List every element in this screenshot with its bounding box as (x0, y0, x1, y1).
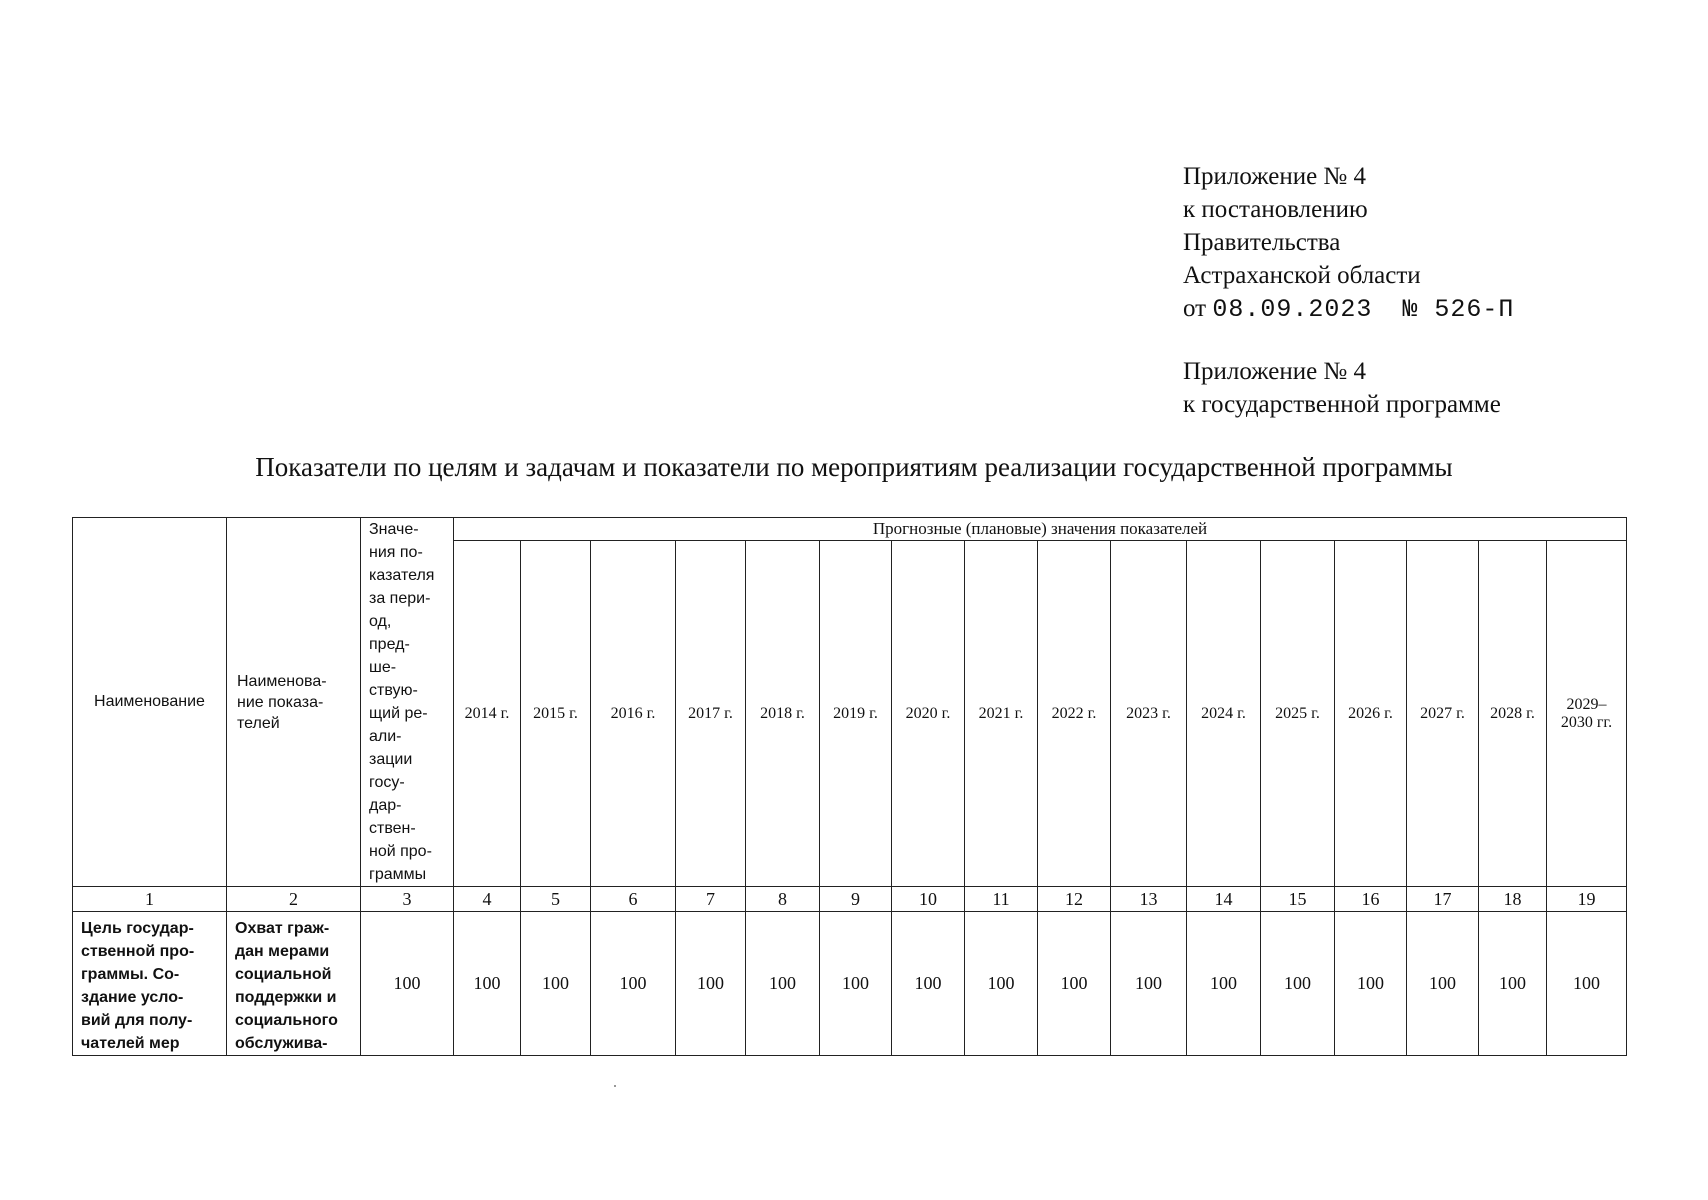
row-value: 100 (1335, 912, 1407, 1056)
header-indicator-line: телей (237, 714, 280, 732)
row-value: 100 (1547, 912, 1627, 1056)
row-value: 100 (1261, 912, 1335, 1056)
column-number: 15 (1261, 887, 1335, 912)
table-row (73, 912, 1627, 1056)
resolution-number: № 526-П (1402, 295, 1515, 324)
row-value: 100 (361, 912, 454, 1056)
header-prev-line: казателя (369, 567, 435, 584)
header-prev-line: пред- (369, 636, 410, 653)
attachment-line: к постановлению (1183, 196, 1368, 223)
header-year-last (1547, 541, 1627, 887)
row-name-line: здание усло- (81, 989, 184, 1006)
header-year: 2026 г. (1335, 541, 1407, 887)
column-number: 8 (746, 887, 820, 912)
row-value: 100 (1038, 912, 1111, 1056)
header-year: 2022 г. (1038, 541, 1111, 887)
column-number: 10 (892, 887, 965, 912)
attachment-line: Правительства (1183, 229, 1341, 256)
header-prev-line: госу- (369, 774, 405, 791)
resolution-date-line (1183, 292, 1514, 326)
row-value: 100 (746, 912, 820, 1056)
column-number: 4 (454, 887, 521, 912)
header-prev-line: али- (369, 728, 402, 745)
header-prev-line: ствую- (369, 682, 418, 699)
row-indicator-line: Охват граж- (235, 920, 330, 937)
column-number: 16 (1335, 887, 1407, 912)
attachment-line: к государственной программе (1183, 391, 1501, 418)
row-name-line: Цель государ- (81, 920, 194, 937)
header-indicator (227, 518, 361, 887)
header-forecast-band: Прогнозные (плановые) значения показателей (454, 518, 1627, 541)
header-prev-line: ния по- (369, 544, 423, 561)
row-value: 100 (1479, 912, 1547, 1056)
row-value: 100 (965, 912, 1038, 1056)
row-name (73, 912, 227, 1056)
row-indicator-line: социальной (235, 966, 332, 983)
column-number: 1 (73, 887, 227, 912)
header-prev-line: за пери- (369, 590, 431, 607)
scan-speck (614, 1085, 616, 1087)
column-number: 3 (361, 887, 454, 912)
header-name: Наименование (73, 518, 227, 887)
header-year: 2014 г. (454, 541, 521, 887)
header-year: 2023 г. (1111, 541, 1187, 887)
header-indicator-line: ние показа- (237, 693, 324, 711)
column-number-row (73, 887, 1627, 912)
resolution-date: 08.09.2023 (1212, 295, 1373, 324)
header-year: 2015 г. (521, 541, 591, 887)
attachment-line: Астраханской области (1183, 262, 1421, 289)
row-indicator-line: обслужива- (235, 1035, 328, 1052)
header-prev-line: ной про- (369, 843, 432, 860)
column-number: 2 (227, 887, 361, 912)
document-title: Показатели по целям и задачам и показатели по мероприятиям реализации государственной программы (255, 452, 1453, 482)
attachment-line: Приложение № 4 (1183, 163, 1367, 190)
column-number: 11 (965, 887, 1038, 912)
column-number: 18 (1479, 887, 1547, 912)
header-indicator-line: Наименова- (237, 672, 327, 690)
column-number: 12 (1038, 887, 1111, 912)
column-number: 9 (820, 887, 892, 912)
header-prev-line: граммы (369, 866, 427, 883)
header-prev-line: зации (369, 751, 413, 768)
row-name-line: вий для полу- (81, 1012, 193, 1029)
header-year: 2024 г. (1187, 541, 1261, 887)
row-value: 100 (676, 912, 746, 1056)
row-value: 100 (820, 912, 892, 1056)
column-number: 13 (1111, 887, 1187, 912)
column-number: 14 (1187, 887, 1261, 912)
row-value: 100 (1407, 912, 1479, 1056)
column-number: 7 (676, 887, 746, 912)
column-number: 19 (1547, 887, 1627, 912)
header-year: 2018 г. (746, 541, 820, 887)
attachment-block-program (1183, 355, 1501, 421)
indicators-table (72, 517, 1627, 1056)
row-value: 100 (1187, 912, 1261, 1056)
header-year: 2017 г. (676, 541, 746, 887)
row-name-line: граммы. Со- (81, 966, 180, 983)
column-number: 6 (591, 887, 676, 912)
header-year-last-line: 2030 гг. (1560, 713, 1613, 731)
row-indicator-line: социального (235, 1012, 338, 1029)
header-prev-line: дар- (369, 797, 402, 814)
header-prev-line: щий ре- (369, 705, 428, 722)
header-year: 2028 г. (1479, 541, 1547, 887)
header-prev-line: Значе- (369, 521, 419, 538)
header-year: 2021 г. (965, 541, 1038, 887)
header-prev-line: ше- (369, 659, 397, 676)
column-number: 5 (521, 887, 591, 912)
row-indicator-line: поддержки и (235, 989, 337, 1006)
row-indicator (227, 912, 361, 1056)
header-year: 2025 г. (1261, 541, 1335, 887)
row-value: 100 (1111, 912, 1187, 1056)
row-value: 100 (591, 912, 676, 1056)
row-name-line: чателей мер (81, 1035, 180, 1052)
header-year-last-line: 2029– (1566, 695, 1607, 713)
header-prev-line: од, (369, 613, 392, 630)
header-year: 2019 г. (820, 541, 892, 887)
header-year: 2016 г. (591, 541, 676, 887)
row-value: 100 (454, 912, 521, 1056)
row-indicator-line: дан мерами (235, 943, 330, 960)
row-value: 100 (521, 912, 591, 1056)
attachment-line: Приложение № 4 (1183, 358, 1367, 385)
from-label: от (1183, 295, 1207, 322)
row-name-line: ственной про- (81, 943, 195, 960)
header-year: 2027 г. (1407, 541, 1479, 887)
column-number: 17 (1407, 887, 1479, 912)
header-year: 2020 г. (892, 541, 965, 887)
header-prev-line: ствен- (369, 820, 416, 837)
header-previous-period (361, 518, 454, 887)
row-value: 100 (892, 912, 965, 1056)
attachment-block-resolution (1183, 160, 1514, 326)
